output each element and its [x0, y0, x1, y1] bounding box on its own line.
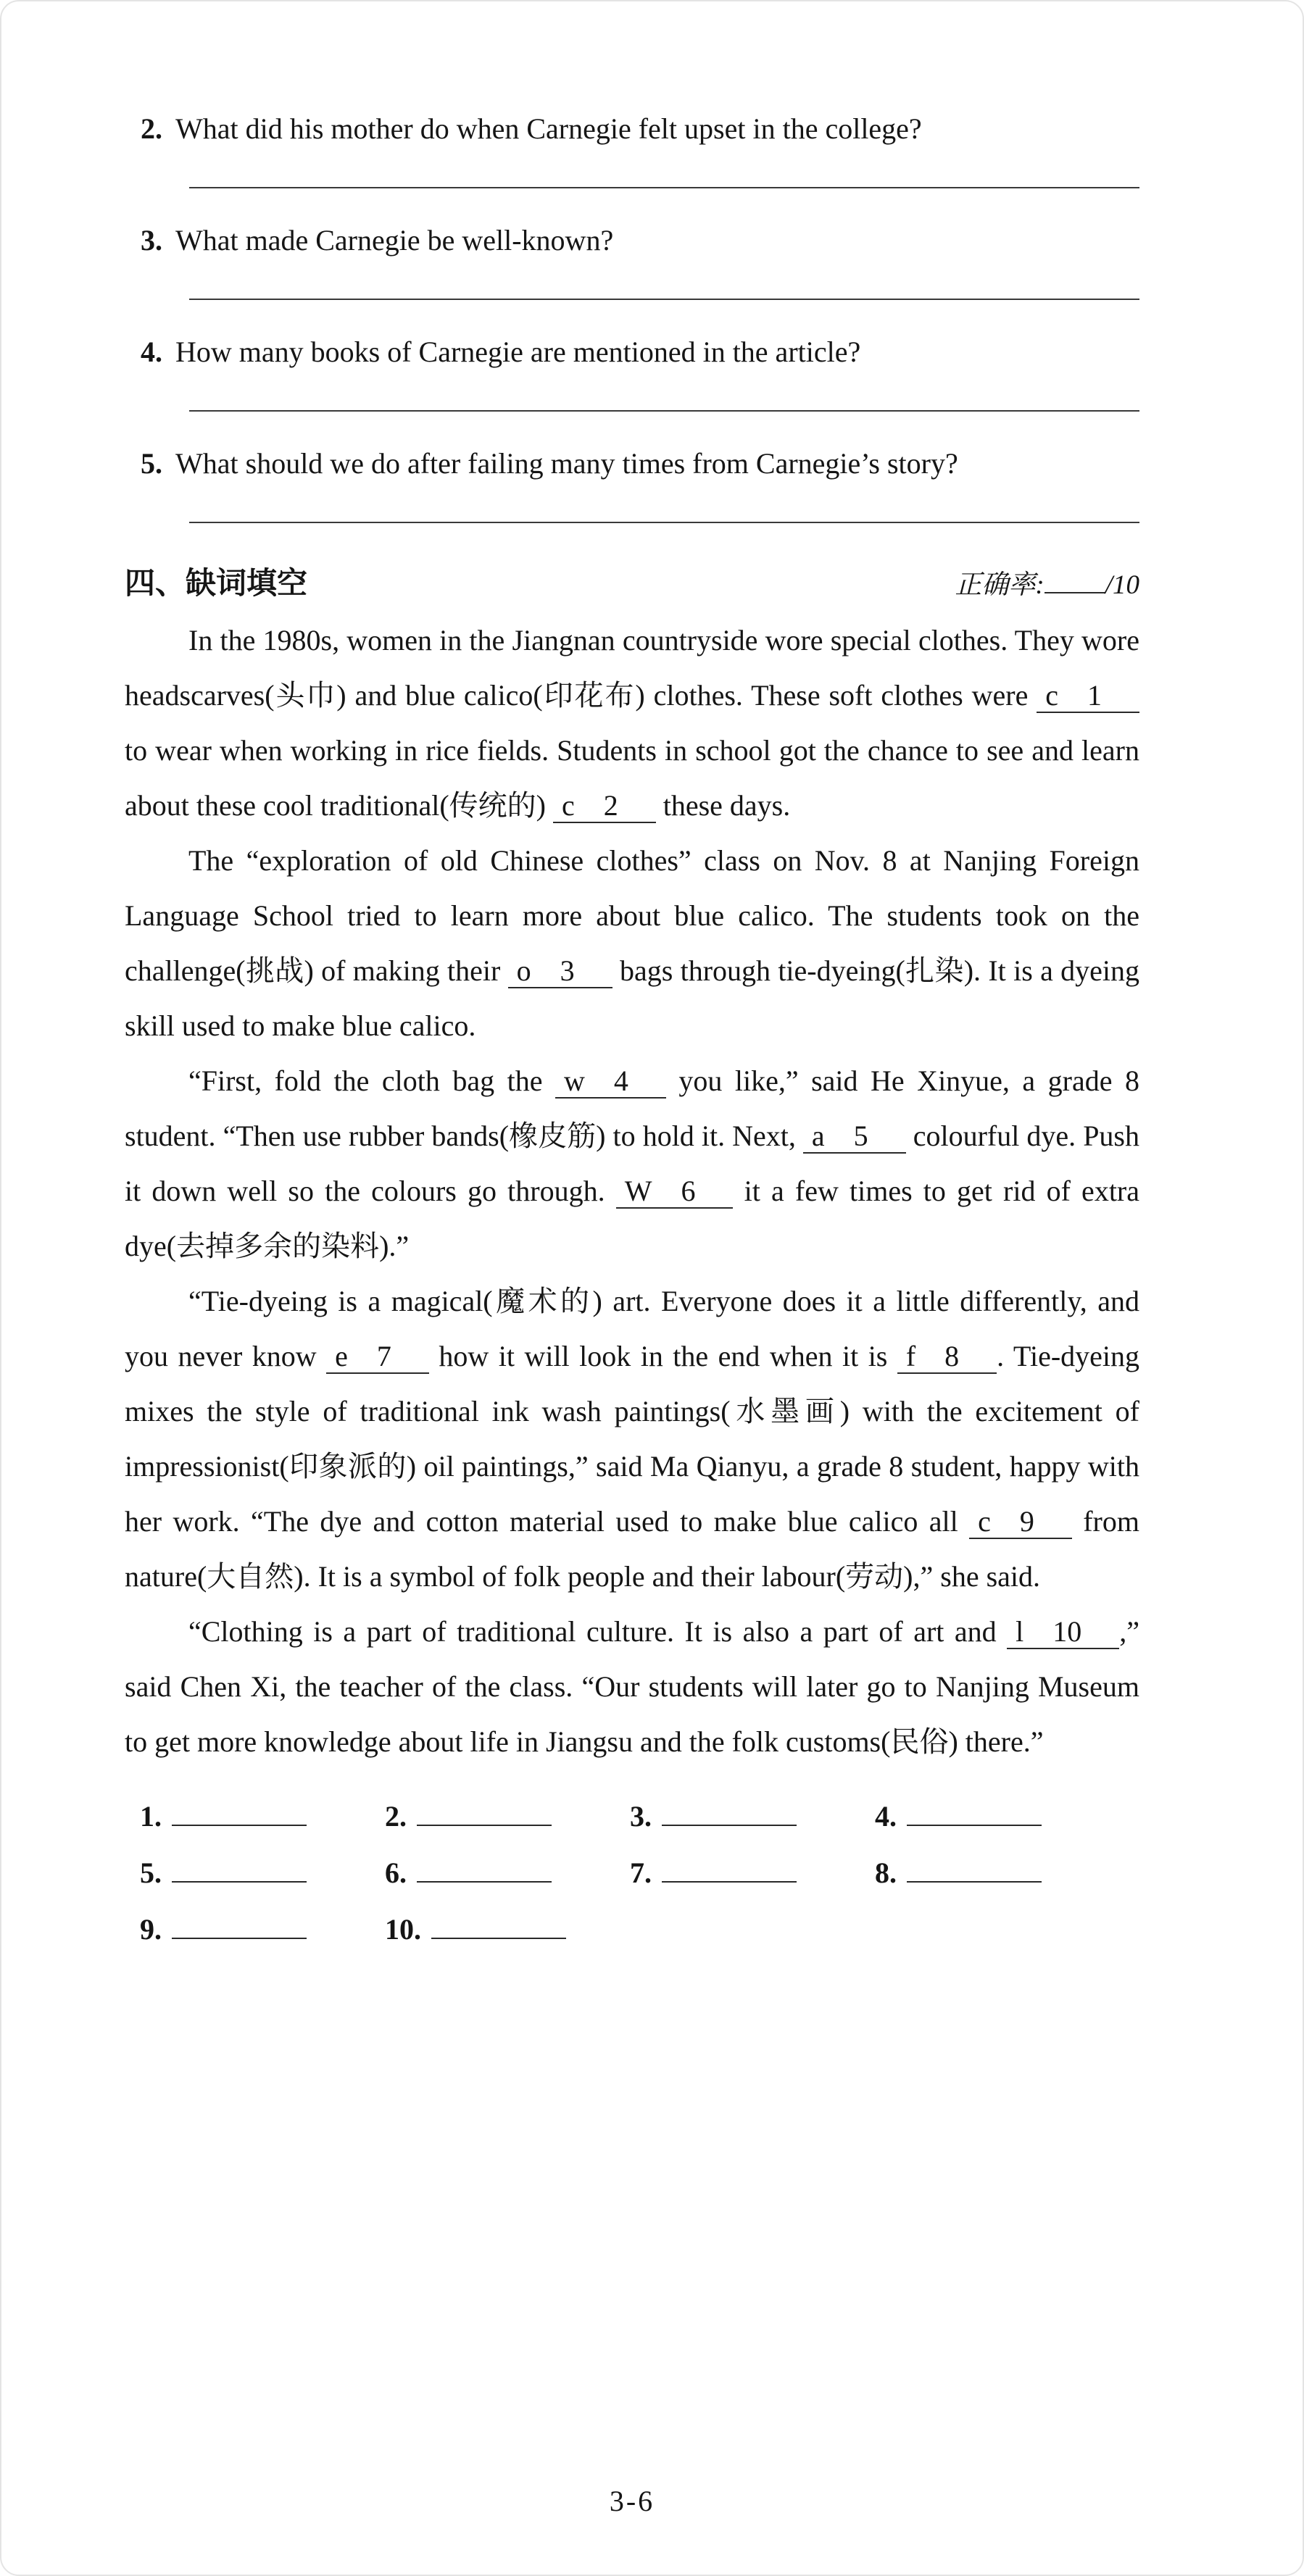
answer-cell: [140, 1909, 385, 1946]
question-answer-line: [189, 410, 1139, 412]
question-text: What did his mother do when Carnegie felt upset in the college?: [175, 112, 922, 145]
answer-cell: [875, 1796, 1120, 1833]
text-segment: The “exploration of old Chinese clothes” class on Nov. 8 at Nanjing Foreign Language School tried to learn more about blue calico. The students took on the challenge(挑战) of making their: [125, 844, 1139, 987]
answer-blank-line: [417, 1852, 552, 1883]
text-segment: colourful dye. Push it down well so the colours go through.: [125, 1120, 1140, 1207]
question-text: What made Carnegie be well-known?: [175, 224, 614, 257]
question-row: [125, 333, 1139, 371]
passage-paragraph: [125, 1274, 1139, 1604]
question-text: What should we do after failing many times from Carnegie’s story?: [175, 447, 958, 480]
answer-blank-line: [431, 1909, 566, 1939]
inline-blank-6: W 6: [616, 1175, 734, 1209]
answer-cell: [385, 1796, 630, 1833]
answer-blank-line: [172, 1796, 307, 1826]
answer-number: 5.: [140, 1856, 162, 1889]
score-label: 正确率:: [955, 570, 1045, 600]
question-row: [125, 445, 1139, 483]
passage: [125, 613, 1139, 1770]
answer-blank-line: [172, 1852, 307, 1883]
answer-number: 9.: [140, 1913, 162, 1946]
question-number: 5.: [141, 447, 162, 480]
answer-cell: [630, 1796, 875, 1833]
question-block: [125, 222, 1139, 300]
text-segment: “Clothing is a part of traditional culture. It is also a part of art and: [188, 1615, 1008, 1648]
answer-blank-line: [662, 1796, 797, 1826]
answer-number: 2.: [385, 1800, 407, 1833]
answer-number: 10.: [385, 1913, 421, 1946]
inline-blank-2: c 2: [553, 789, 656, 823]
section-header: [125, 559, 1139, 603]
questions-section: [125, 110, 1139, 557]
inline-blank-10: l 10: [1007, 1615, 1119, 1649]
text-segment: how it will look in the end when it is: [428, 1340, 897, 1372]
text-segment: “Tie-dyeing is a magical(魔术的) art. Everyone does it a little differently, and you never know: [125, 1285, 1139, 1372]
passage-paragraph: [125, 833, 1139, 1054]
inline-blank-4: w 4: [555, 1064, 666, 1099]
inline-blank-3: o 3: [508, 954, 612, 988]
answer-blank-line: [662, 1852, 797, 1883]
passage-paragraph: [125, 1054, 1139, 1274]
inline-blank-8: f 8: [897, 1340, 997, 1374]
answer-number: 6.: [385, 1856, 407, 1889]
answer-cell: [385, 1852, 630, 1890]
inline-blank-7: e 7: [326, 1340, 429, 1374]
question-number: 2.: [141, 112, 162, 145]
passage-paragraph: [125, 1604, 1139, 1770]
passage-paragraph: [125, 613, 1139, 833]
page-footer: [125, 2484, 1139, 2575]
question-block: [125, 110, 1139, 188]
answer-blank-line: [417, 1796, 552, 1826]
answer-number: 1.: [140, 1800, 162, 1833]
question-row: [125, 222, 1139, 259]
question-number: 4.: [141, 335, 162, 368]
answer-cell: [630, 1852, 875, 1890]
inline-blank-5: a 5: [803, 1120, 906, 1154]
question-row: [125, 110, 1139, 148]
inline-blank-1: c 1: [1037, 679, 1139, 713]
answer-cell: [140, 1796, 385, 1833]
score-area: [955, 562, 1139, 601]
answer-cell: [140, 1852, 385, 1890]
question-block: [125, 333, 1139, 412]
text-segment: bags through tie-dyeing(扎染). It is a dyeing skill used to make blue calico.: [125, 954, 1140, 1042]
answer-blank-line: [907, 1796, 1042, 1826]
question-block: [125, 445, 1139, 523]
question-answer-line: [189, 187, 1139, 188]
text-segment: to wear when working in rice fields. Students in school got the chance to see and learn about these cool traditional(传统的): [125, 734, 1139, 822]
text-segment: In the 1980s, women in the Jiangnan countryside wore special clothes. They wore headscarves(头巾) and blue calico(印花布) clothes. These soft clothes were: [125, 624, 1139, 712]
question-text: How many books of Carnegie are mentioned in the article?: [175, 335, 861, 368]
text-segment: you like,” said He Xinyue, a grade 8 student. “Then use rubber bands(橡皮筋) to hold it. Next,: [125, 1064, 1139, 1152]
answer-number: 4.: [875, 1800, 897, 1833]
answer-number: 3.: [630, 1800, 652, 1833]
question-answer-line: [189, 299, 1139, 300]
answer-cell: [385, 1909, 630, 1946]
section-title: 四、缺词填空: [125, 567, 308, 601]
answer-cell: [875, 1852, 1120, 1890]
text-segment: these days.: [655, 789, 791, 822]
answer-blank-line: [172, 1909, 307, 1939]
text-segment: . Tie-dyeing mixes the style of traditional ink wash paintings(水墨画) with the excitement of impressionist(印象派的) oil paintings,” said Ma Qianyu, a grade 8 student, happy with her work. “The dye and cotton material used to make blue calico all: [125, 1340, 1140, 1538]
text-segment: “First, fold the cloth bag the: [188, 1064, 555, 1097]
answer-number: 8.: [875, 1856, 897, 1889]
inline-blank-9: c 9: [969, 1505, 1072, 1539]
score-suffix: /10: [1105, 570, 1139, 600]
answer-number: 7.: [630, 1856, 652, 1889]
answer-grid: [140, 1796, 1139, 1946]
score-blank-line: [1045, 569, 1105, 593]
text-segment: ,” said Chen Xi, the teacher of the class. “Our students will later go to Nanjing Museum to get more knowledge about life in Jiangsu and the folk customs(民俗) there.”: [125, 1615, 1139, 1758]
text-segment: it a few times to get rid of extra dye(去掉多余的染料).”: [125, 1175, 1140, 1262]
page-number: 3-6: [609, 2485, 655, 2517]
question-number: 3.: [141, 224, 162, 257]
text-segment: from nature(大自然). It is a symbol of folk people and their labour(劳动),” she said.: [125, 1505, 1139, 1593]
answer-blank-line: [907, 1852, 1042, 1883]
question-answer-line: [189, 522, 1139, 523]
